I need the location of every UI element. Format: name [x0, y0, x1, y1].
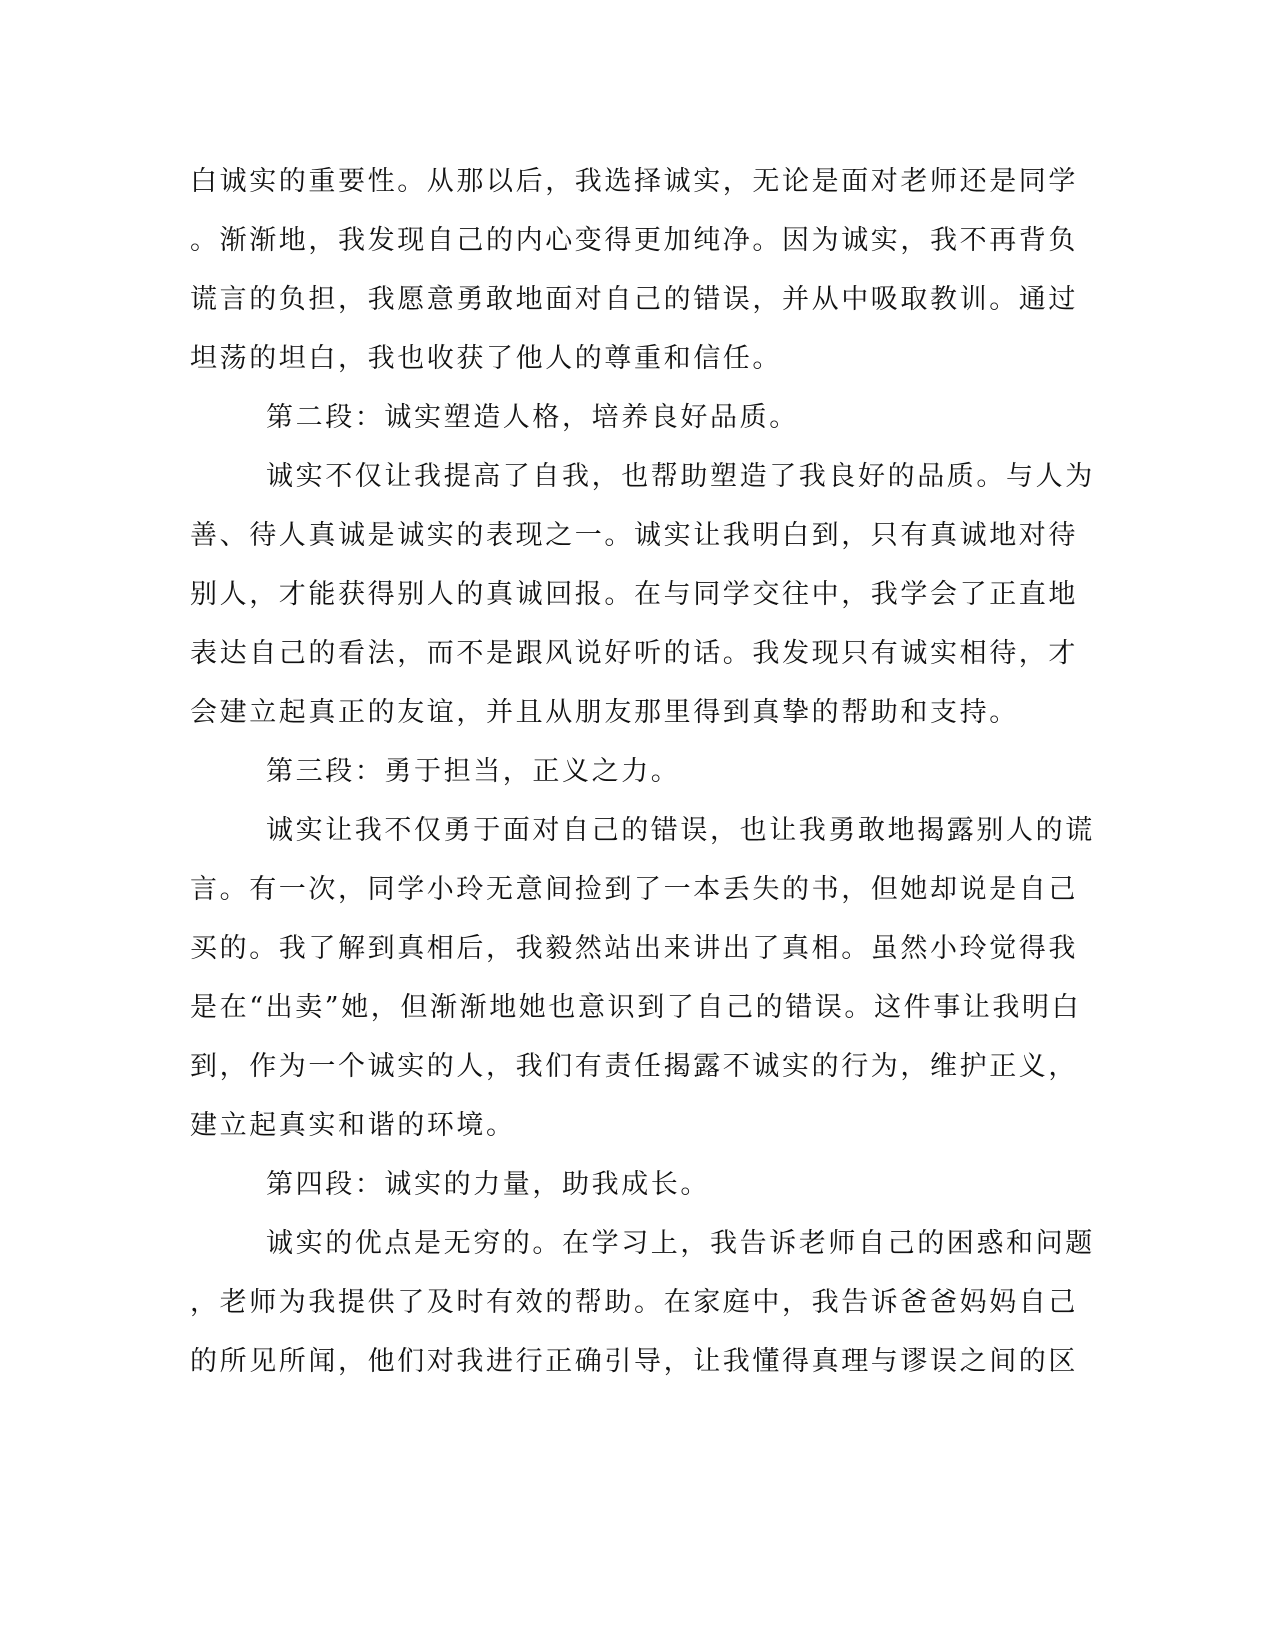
text-line: 是在“出卖”她，但渐渐地她也意识到了自己的错误。这件事让我明白 — [190, 992, 1082, 1023]
section-heading: 第三段：勇于担当，正义之力。 — [266, 756, 681, 787]
text-line: 表达自己的看法，而不是跟风说好听的话。我发现只有诚实相待，才 — [190, 638, 1078, 669]
text-line: ，老师为我提供了及时有效的帮助。在家庭中，我告诉爸爸妈妈自己 — [190, 1287, 1078, 1318]
text-line: 的所见所闻，他们对我进行正确引导，让我懂得真理与谬误之间的区 — [190, 1346, 1078, 1377]
text-line: 诚实的优点是无穷的。在学习上，我告诉老师自己的困惑和问题 — [266, 1228, 1095, 1259]
text-line: 坦荡的坦白，我也收获了他人的尊重和信任。 — [190, 343, 782, 374]
text-line: 买的。我了解到真相后，我毅然站出来讲出了真相。虽然小玲觉得我 — [190, 933, 1078, 964]
text-line: 善、待人真诚是诚实的表现之一。诚实让我明白到，只有真诚地对待 — [190, 520, 1078, 551]
text-line: 白诚实的重要性。从那以后，我选择诚实，无论是面对老师还是同学 — [190, 166, 1078, 197]
text-line: 言。有一次，同学小玲无意间捡到了一本丢失的书，但她却说是自己 — [190, 874, 1078, 905]
text-line: 到，作为一个诚实的人，我们有责任揭露不诚实的行为，维护正义， — [190, 1051, 1078, 1082]
text-line: 谎言的负担，我愿意勇敢地面对自己的错误，并从中吸取教训。通过 — [190, 284, 1078, 315]
text-line: 建立起真实和谐的环境。 — [190, 1110, 516, 1141]
text-line: 会建立起真正的友谊，并且从朋友那里得到真挚的帮助和支持。 — [190, 697, 1019, 728]
section-heading: 第四段：诚实的力量，助我成长。 — [266, 1169, 710, 1200]
text-line: 别人，才能获得别人的真诚回报。在与同学交往中，我学会了正直地 — [190, 579, 1078, 610]
text-line: 。渐渐地，我发现自己的内心变得更加纯净。因为诚实，我不再背负 — [190, 225, 1078, 256]
text-line: 诚实让我不仅勇于面对自己的错误，也让我勇敢地揭露别人的谎 — [266, 815, 1095, 846]
section-heading: 第二段：诚实塑造人格，培养良好品质。 — [266, 402, 799, 433]
text-line: 诚实不仅让我提高了自我，也帮助塑造了我良好的品质。与人为 — [266, 461, 1095, 492]
